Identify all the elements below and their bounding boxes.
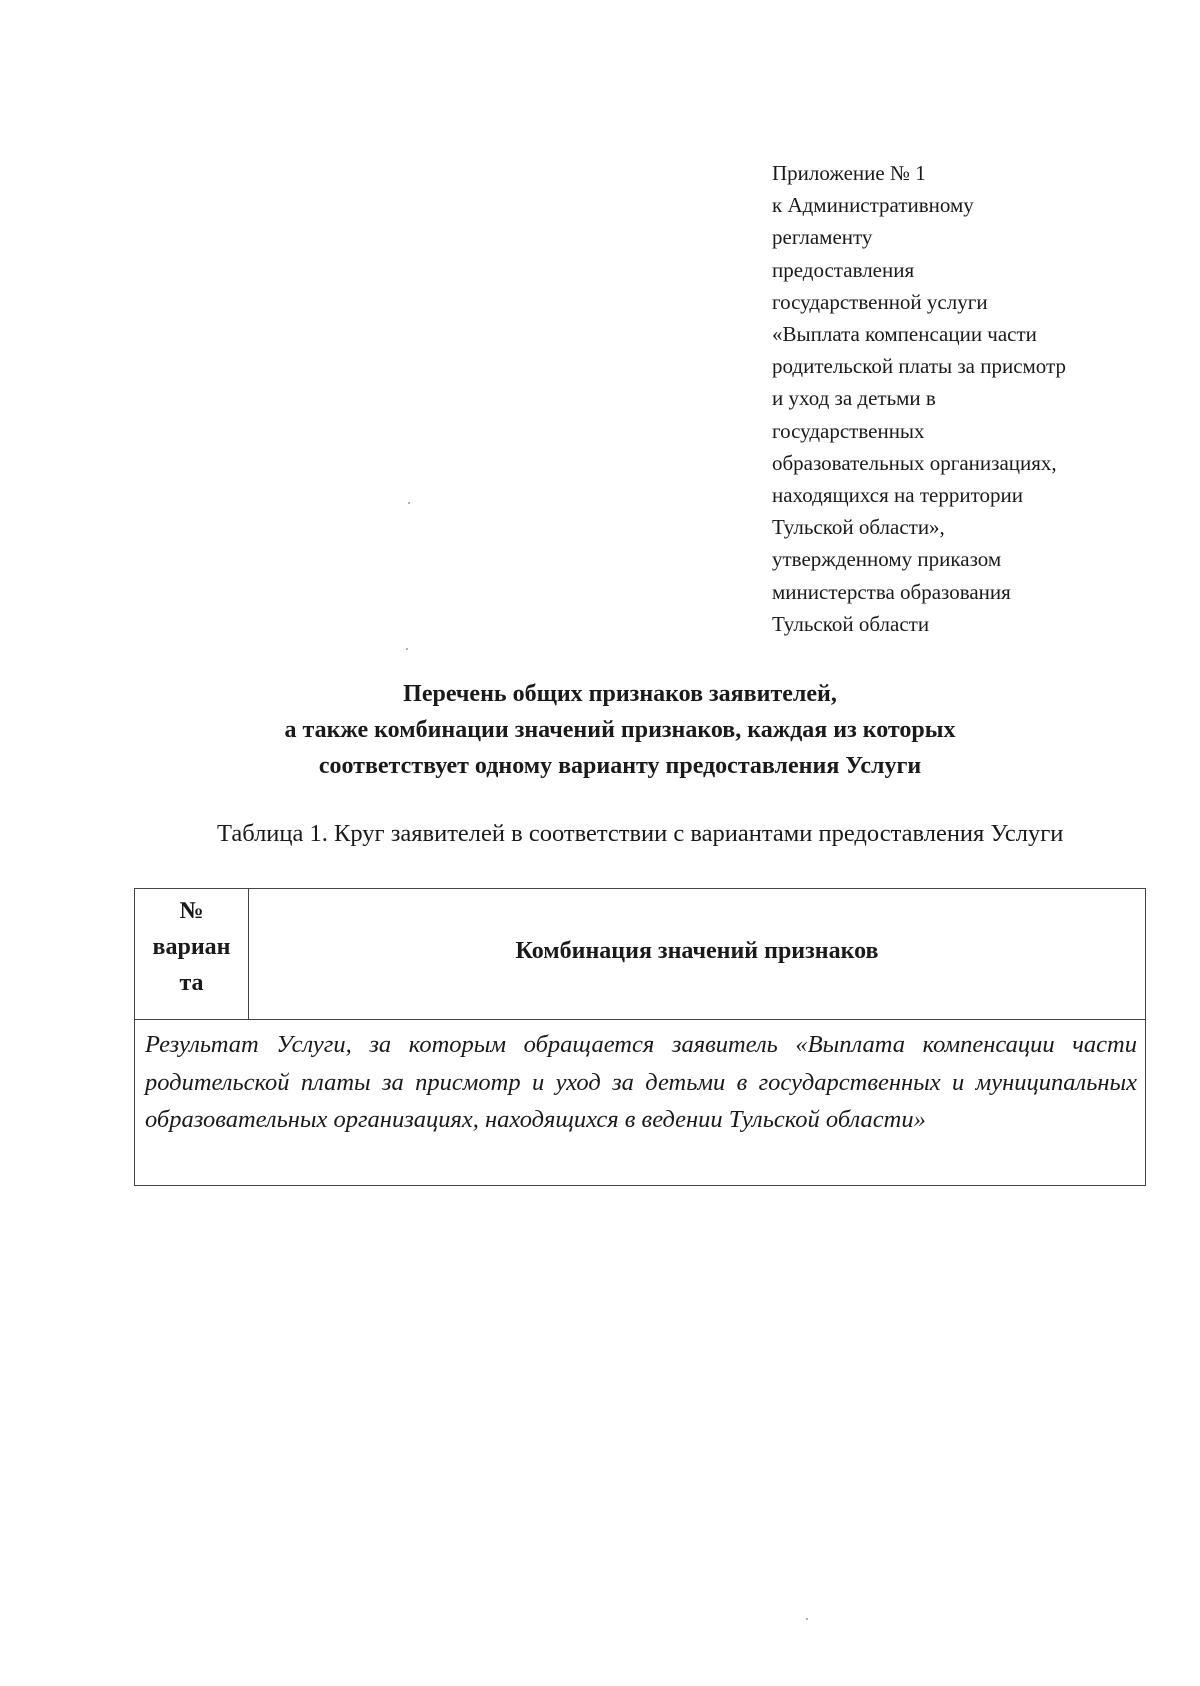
appendix-line: находящихся на территории [772, 483, 1023, 508]
appendix-line: «Выплата компенсации части [772, 322, 1037, 347]
title-line: Перечень общих признаков заявителей, [403, 681, 837, 707]
title-line: соответствует одному варианту предоставления Услуги [318, 753, 922, 779]
appendix-line: Приложение № 1 [772, 161, 926, 185]
header-combination: Комбинация значений признаков [515, 937, 879, 964]
document-title [0, 676, 1200, 784]
appendix-line: и уход за детьми в [772, 386, 936, 411]
appendix-line: государственной услуги [772, 289, 988, 314]
header-variant-number-line: № [179, 898, 204, 924]
appendix-line: Тульской области», [772, 515, 945, 540]
header-variant-number [135, 889, 249, 1019]
scan-speck [408, 502, 410, 504]
appendix-line: предоставления [772, 257, 915, 282]
title-line: а также комбинации значений признаков, каждая из которых [284, 717, 956, 743]
scan-speck [806, 1618, 808, 1620]
variants-table [134, 888, 1146, 1186]
scan-speck [406, 648, 408, 650]
appendix-line: государственных [772, 418, 925, 443]
table-result-row: Результат Услуги, за которым обращается заявитель «Выплата компенсации части родительской платы за присмотр и уход за детьми в государственных и муниципальных образовательных организациях, находящихся в ведении Тульской области» [145, 1031, 1137, 1133]
appendix-line: образовательных организациях, [772, 450, 1057, 475]
appendix-line: утвержденному приказом [772, 547, 1002, 572]
appendix-block [772, 157, 1132, 640]
appendix-line: министерства образования [772, 579, 1011, 604]
appendix-line: родительской платы за присмотр [772, 354, 1066, 379]
appendix-line: к Административному [772, 193, 974, 218]
table-caption: Таблица 1. Круг заявителей в соответствии с вариантами предоставления Услуги [217, 820, 1064, 847]
header-variant-number-line: та [179, 970, 204, 996]
table-header-row [135, 889, 1145, 1020]
header-variant-number-line: вариан [152, 934, 231, 960]
appendix-line: регламенту [772, 225, 873, 250]
appendix-line: Тульской области [772, 611, 930, 636]
